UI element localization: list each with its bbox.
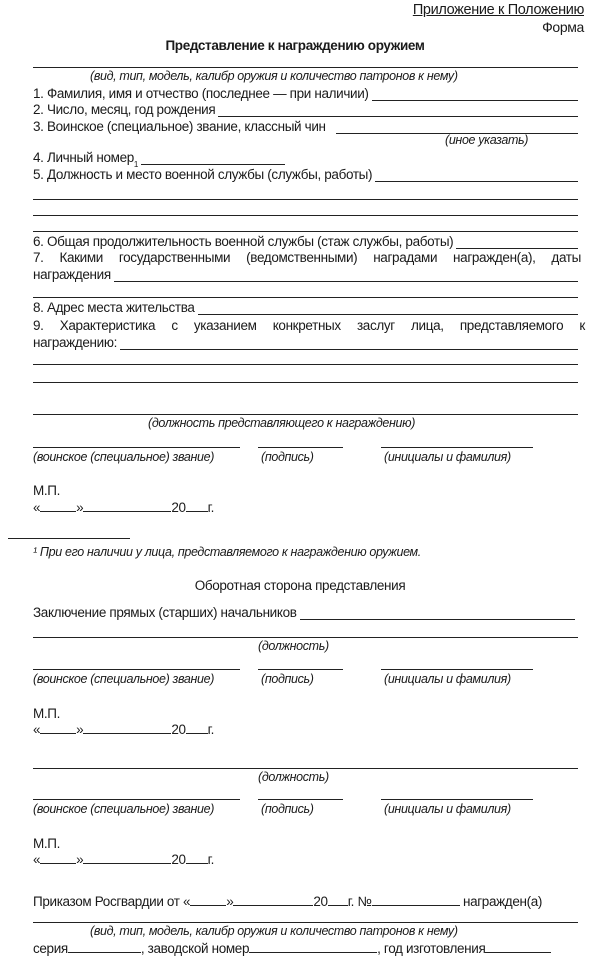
day-line[interactable] [40, 851, 76, 864]
field-characteristic[interactable] [33, 335, 578, 350]
name-line[interactable] [381, 799, 533, 800]
input-line[interactable] [198, 302, 578, 315]
input-line[interactable] [33, 199, 578, 200]
field-conclusion[interactable] [33, 605, 575, 620]
weapon-caption: (вид, тип, модель, калибр оружия и количество патронов к нему) [90, 69, 458, 83]
label: Заключение прямых (старших) начальников [33, 605, 297, 620]
year-line[interactable] [186, 499, 208, 512]
label: награжден(а) [462, 894, 543, 909]
label: , заводской номер [140, 941, 250, 956]
position-caption: (должность) [258, 770, 329, 784]
name-caption: (инициалы и фамилия) [384, 450, 511, 464]
year-made-line[interactable] [485, 940, 551, 953]
signature-line[interactable] [258, 799, 343, 800]
weapon-field-line[interactable] [33, 67, 578, 68]
input-line[interactable] [300, 607, 575, 620]
rank-caption: (воинское (специальное) звание) [33, 672, 215, 686]
q: » [76, 722, 84, 737]
label: 4. Личный номер [33, 150, 134, 165]
q: « [33, 500, 41, 515]
month-line[interactable] [83, 499, 171, 512]
name-line[interactable] [381, 669, 533, 670]
field-address[interactable] [33, 300, 578, 315]
year-line[interactable] [186, 721, 208, 734]
weapon-field-line[interactable] [33, 922, 578, 923]
name-caption: (инициалы и фамилия) [384, 802, 511, 816]
label: 5. Должность и место военной службы (службы, работы) [33, 167, 373, 182]
input-line[interactable] [33, 231, 578, 232]
year-suffix: г. [207, 722, 214, 737]
input-line[interactable] [218, 104, 578, 117]
year-line[interactable] [328, 893, 348, 906]
field-service-length[interactable] [33, 234, 578, 249]
characteristic-label: 9. Характеристика с указанием конкретных заслуг лица, представляемого к [33, 318, 585, 333]
seal-label: М.П. [33, 483, 61, 498]
field-position[interactable] [33, 167, 578, 182]
year-line[interactable] [186, 851, 208, 864]
field-birth-date[interactable] [33, 102, 578, 117]
signature-line[interactable] [258, 447, 343, 448]
year: 20 [313, 894, 328, 909]
position-line[interactable] [33, 768, 578, 769]
label: г. № [347, 894, 372, 909]
appendix-label: Приложение к Положению [412, 2, 584, 18]
position-line[interactable] [33, 637, 578, 638]
year: 20 [171, 500, 186, 515]
serial-field[interactable] [33, 940, 551, 956]
signature-line[interactable] [258, 669, 343, 670]
input-line[interactable] [141, 152, 285, 165]
signature-caption: (подпись) [261, 672, 314, 686]
form-label: Форма [542, 19, 584, 35]
q: « [33, 852, 41, 867]
month-line[interactable] [83, 851, 171, 864]
input-line[interactable] [120, 337, 578, 350]
label: Приказом Росгвардии от « [33, 894, 191, 909]
q: « [33, 722, 41, 737]
rank-line[interactable] [33, 669, 240, 670]
field-awards[interactable] [33, 267, 578, 282]
year-suffix: г. [207, 852, 214, 867]
series-line[interactable] [68, 940, 141, 953]
month-line[interactable] [83, 721, 171, 734]
field-rank[interactable] [33, 119, 578, 134]
label: награждению: [33, 335, 117, 350]
seal-label: М.П. [33, 836, 61, 851]
year: 20 [171, 722, 186, 737]
order-field[interactable] [33, 893, 542, 909]
input-line[interactable] [372, 88, 578, 101]
reverse-title: Оборотная сторона представления [194, 578, 406, 593]
q: » [76, 500, 84, 515]
month-line[interactable] [233, 893, 313, 906]
date-field[interactable] [33, 721, 214, 737]
day-line[interactable] [190, 893, 226, 906]
footnote: ¹ При его наличии у лица, представляемого к награждению оружием. [33, 545, 421, 559]
position-caption: (должность) [258, 639, 329, 653]
name-line[interactable] [381, 447, 533, 448]
label: 6. Общая продолжительность военной службы (стаж службы, работы) [33, 234, 454, 249]
rank-line[interactable] [33, 447, 240, 448]
day-line[interactable] [40, 499, 76, 512]
name-caption: (инициалы и фамилия) [384, 672, 511, 686]
rank-caption: (воинское (специальное) звание) [33, 450, 215, 464]
serial-number-line[interactable] [249, 940, 377, 953]
q: » [76, 852, 84, 867]
page-title: Представление к награждению оружием [165, 38, 425, 53]
presenter-position-line[interactable] [33, 414, 578, 415]
label: серия [33, 941, 68, 956]
label: 8. Адрес места жительства [33, 300, 195, 315]
presenter-position-caption: (должность представляющего к награждению) [148, 416, 416, 430]
footnote-divider [8, 538, 130, 539]
rank-caption: (воинское (специальное) звание) [33, 802, 215, 816]
input-line[interactable] [33, 297, 578, 298]
input-line[interactable] [33, 364, 578, 365]
input-line[interactable] [33, 215, 578, 216]
signature-caption: (подпись) [261, 450, 314, 464]
seal-label: М.П. [33, 706, 61, 721]
signature-caption: (подпись) [261, 802, 314, 816]
input-line[interactable] [33, 382, 578, 383]
rank-hint: (иное указать) [445, 133, 529, 147]
label: награждения [33, 267, 111, 282]
field-personal-number[interactable]: 4. Личный номер 1 [33, 150, 285, 165]
date-field[interactable] [33, 851, 214, 867]
order-number-line[interactable] [372, 893, 460, 906]
year: 20 [171, 852, 186, 867]
label: 1. Фамилия, имя и отчество (последнее — при наличии) [33, 86, 369, 101]
day-line[interactable] [40, 721, 76, 734]
year-suffix: г. [207, 500, 214, 515]
weapon-caption: (вид, тип, модель, калибр оружия и количество патронов к нему) [90, 924, 458, 938]
rank-line[interactable] [33, 799, 240, 800]
date-field[interactable] [33, 499, 214, 515]
input-line[interactable] [375, 169, 578, 182]
label: 2. Число, месяц, год рождения [33, 102, 216, 117]
q: » [226, 894, 234, 909]
label: 3. Воинское (специальное) звание, классный чин [33, 119, 326, 134]
awards-label: 7. Какими государственными (ведомственными) наградами награжден(а), даты [33, 250, 581, 265]
label: , год изготовления [377, 941, 486, 956]
input-line[interactable] [114, 269, 578, 282]
input-line[interactable] [456, 236, 578, 249]
field-full-name[interactable] [33, 86, 578, 101]
